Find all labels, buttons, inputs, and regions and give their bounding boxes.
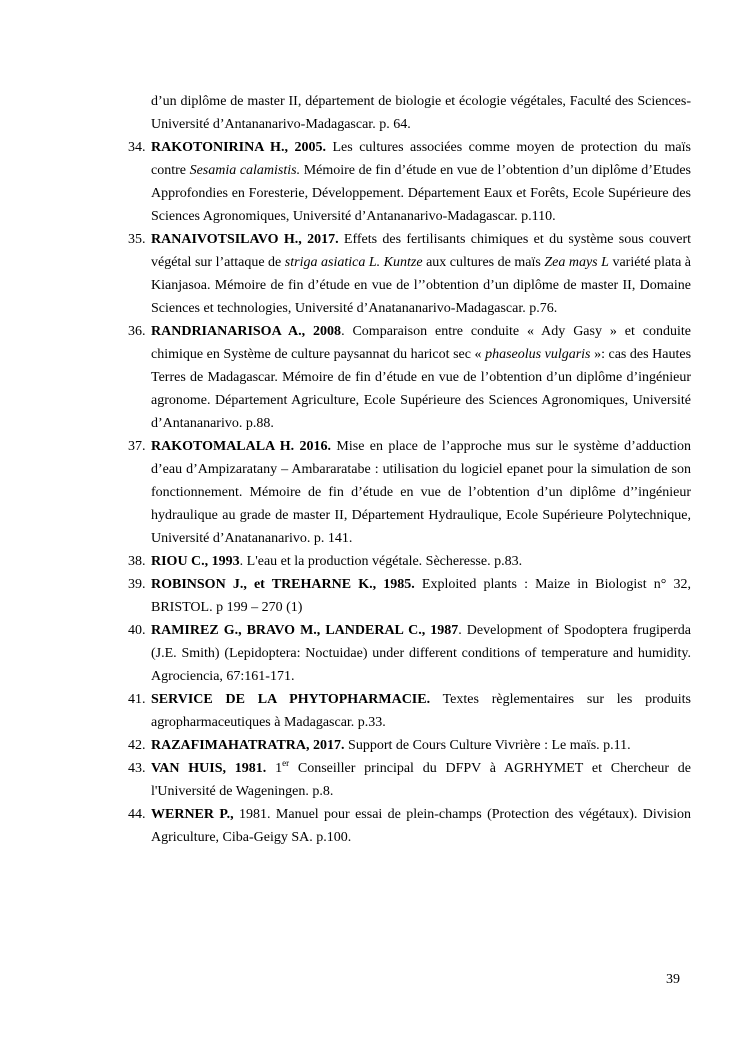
reference-text: variété plata à Kianjasoa. Mémoire de fin d’étude en vue de l’’obtention d’un diplôme de master II, Domaine Sciences et technologies, Université d’Anatananarivo-Madagascar. p.76.	[151, 255, 692, 316]
reference-entry	[128, 136, 691, 228]
reference-italic-term: Sesamia calamistis.	[189, 163, 301, 178]
page-number: 39	[666, 972, 680, 987]
reference-text: . Comparaison entre conduite « Ady Gasy » et conduite chimique en Système de culture paysannat du haricot sec «	[151, 324, 691, 362]
reference-author: RAKOTONIRINA H., 2005.	[151, 140, 326, 155]
reference-entry	[128, 228, 692, 320]
reference-number: 36.	[128, 324, 146, 339]
reference-number: 34.	[128, 140, 146, 155]
reference-number: 39.	[128, 577, 146, 592]
reference-text: d’un diplôme de master II, département de biologie et écologie végétales, Faculté des Sciences-Université d’Antananarivo-Madagascar. p. 64.	[151, 94, 691, 132]
reference-author: VAN HUIS, 1981.	[151, 761, 267, 776]
reference-entry	[128, 688, 691, 734]
reference-author: RAMIREZ G., BRAVO M., LANDERAL C., 1987	[151, 623, 459, 638]
reference-text: 1981. Manuel pour essai de plein-champs (Protection des végétaux). Division Agriculture, Ciba-Geigy SA. p.100.	[151, 807, 691, 845]
reference-italic-term: Zea mays L	[544, 255, 609, 270]
reference-text: Conseiller principal du DFPV à AGRHYMET et Chercheur de l'Université de Wageningen. p.8.	[151, 761, 692, 799]
reference-text: Support de Cours Culture Vivrière : Le maïs. p.11.	[344, 738, 631, 753]
reference-author: ROBINSON J., et TREHARNE K., 1985.	[151, 577, 415, 592]
reference-text: 1	[266, 761, 283, 776]
reference-text: Effets des fertilisants chimiques et du système sous couvert végétal sur l’attaque de	[151, 232, 692, 270]
reference-author: RAKOTOMALALA H. 2016.	[151, 439, 332, 454]
reference-text: Les cultures associées comme moyen de protection du maïs contre	[151, 140, 691, 178]
reference-text: Exploited plants : Maize in Biologist n° 32, BRISTOL. p 199 – 270 (1)	[151, 577, 691, 615]
reference-number: 43.	[128, 761, 146, 776]
reference-text: Mémoire de fin d’étude en vue de l’obtention d’un diplôme d’Etudes Approfondies en Foresterie, Développement. Département Eaux et Forêts, Ecole Supérieure des Sciences Agronomiques, Université d’Antananarivo-Madagascar. p.110.	[151, 163, 691, 224]
reference-list	[128, 90, 692, 849]
reference-author: RANAIVOTSILAVO H., 2017.	[151, 232, 339, 247]
reference-number: 35.	[128, 232, 146, 247]
reference-number: 41.	[128, 692, 146, 707]
reference-text: aux cultures de maïs	[422, 255, 545, 270]
reference-author: RAZAFIMAHATRATRA, 2017.	[151, 738, 345, 753]
reference-entry	[128, 550, 691, 573]
reference-entry	[128, 573, 691, 619]
reference-text: »: cas des Hautes Terres de Madagascar. Mémoire de fin d’étude en vue de l’obtention d’un diplôme d’ingénieur agronome. Département Agriculture, Ecole Supérieure des Sciences Agronomiques, Université d’Antananarivo. p.88.	[151, 347, 692, 431]
reference-entry	[128, 435, 692, 550]
reference-entry	[128, 320, 692, 435]
reference-entry	[128, 803, 691, 849]
reference-author: WERNER P.,	[151, 807, 234, 822]
reference-author: RANDRIANARISOA A., 2008	[151, 324, 342, 339]
reference-italic-term: phaseolus vulgaris	[485, 347, 591, 362]
reference-text: . L'eau et la production végétale. Sècheresse. p.83.	[239, 554, 523, 569]
reference-entry	[128, 619, 691, 688]
reference-continuation	[151, 90, 691, 136]
reference-text: . Development of Spodoptera frugiperda (J.E. Smith) (Lepidoptera: Noctuidae) under different conditions of temperature and humidity. Agrociencia, 67:161-171.	[151, 623, 691, 684]
reference-author: RIOU C., 1993	[151, 554, 240, 569]
superscript: er	[282, 758, 290, 768]
reference-entry	[128, 734, 691, 757]
reference-author: SERVICE DE LA PHYTOPHARMACIE.	[151, 692, 431, 707]
reference-entry	[128, 757, 692, 803]
reference-text: Textes règlementaires sur les produits agropharmaceutiques à Madagascar. p.33.	[151, 692, 691, 730]
reference-number: 38.	[128, 554, 146, 569]
reference-text: Mise en place de l’approche mus sur le système d’adduction d’eau d’Ampizaratany – Ambararatabe : utilisation du logiciel epanet pour la simulation de son fonctionnement. Mémoire de fin d’étude en vue de l’obtention d’un diplôme d’’ingénieur hydraulique au grade de master II, Département Hydraulique, Ecole Supérieure Polytechnique, Université d’Anatananarivo. p. 141.	[151, 439, 692, 546]
reference-number: 44.	[128, 807, 146, 822]
reference-number: 40.	[128, 623, 146, 638]
reference-number: 42.	[128, 738, 146, 753]
reference-italic-term: striga asiatica L. Kuntze	[284, 255, 423, 270]
reference-number: 37.	[128, 439, 146, 454]
